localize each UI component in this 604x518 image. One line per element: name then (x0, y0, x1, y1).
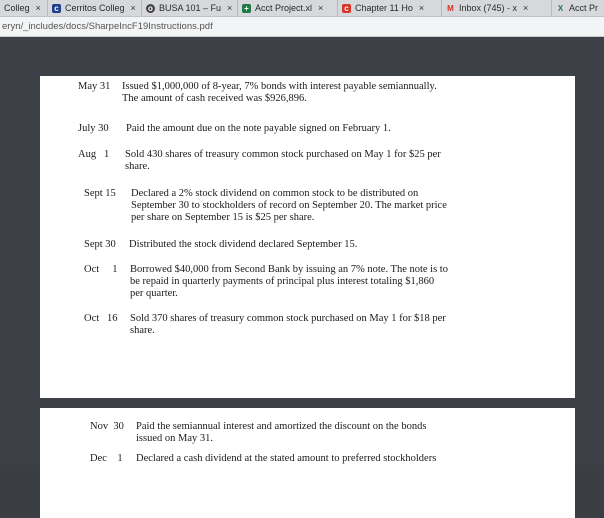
pdf-page-2 (40, 408, 575, 518)
entry-sept-30 (84, 239, 554, 251)
entry-date: Oct 1 (84, 264, 118, 275)
entry-date: Aug 1 (78, 149, 110, 160)
entry-line: Borrowed $40,000 from Second Bank by issuing an 7% note. The note is to (130, 264, 448, 275)
entry-line: Sold 370 shares of treasury common stock purchased on May 1 for $18 per (130, 313, 446, 324)
entry-line: issued on May 31. (136, 433, 213, 444)
tab-title: Acct Pr (569, 3, 599, 13)
entry-date: Oct 16 (84, 313, 118, 324)
close-tab-icon[interactable]: × (318, 3, 324, 13)
entry-may-31 (78, 81, 548, 105)
cerritos-logo-icon: c (52, 4, 61, 13)
address-bar[interactable] (0, 17, 604, 37)
tab-title: Chapter 11 Ho (355, 3, 413, 13)
close-tab-icon[interactable]: × (523, 3, 529, 13)
entry-line: Paid the semiannual interest and amortized the discount on the bonds (136, 421, 427, 432)
entry-date: Sept 30 (84, 239, 116, 250)
sheets-logo-icon: + (242, 4, 251, 13)
entry-line: The amount of cash received was $926,896. (122, 93, 307, 104)
entry-date: July 30 (78, 123, 109, 134)
tab-college[interactable] (0, 0, 48, 16)
entry-line: share. (130, 325, 155, 336)
tab-title: BUSA 101 – Fu (159, 3, 222, 13)
entry-line: Sold 430 shares of treasury common stock purchased on May 1 for $25 per (125, 149, 441, 160)
entry-nov-30 (90, 421, 560, 445)
url-text: eryn/_includes/docs/SharpeIncF19Instructions.pdf (2, 21, 213, 32)
entry-line: Distributed the stock dividend declared September 15. (129, 239, 358, 250)
entry-line: per quarter. (130, 288, 178, 299)
entry-text (122, 81, 548, 105)
entry-text (130, 264, 554, 300)
entry-line: Issued $1,000,000 of 8-year, 7% bonds with interest payable semiannually. (122, 81, 437, 92)
entry-text (126, 123, 548, 135)
entry-date: Sept 15 (84, 188, 116, 199)
entry-aug-1 (78, 149, 548, 173)
tab-title: Inbox (745) - x (459, 3, 518, 13)
entry-date: May 31 (78, 81, 111, 92)
entry-line: Declared a 2% stock dividend on common stock to be distributed on (131, 188, 419, 199)
gmail-logo-icon: M (447, 3, 454, 13)
tab-inbox[interactable] (442, 0, 552, 16)
tab-title: Acct Project.xl (255, 3, 313, 13)
entry-oct-1 (84, 264, 554, 300)
entry-text (136, 421, 560, 445)
tab-cerritos-college[interactable] (48, 0, 142, 16)
canvas-logo-icon: o (146, 4, 155, 13)
tab-chapter-11[interactable] (338, 0, 442, 16)
entry-line: per share on September 15 is $25 per share. (131, 212, 315, 223)
entry-text (130, 313, 554, 337)
entry-line: be repaid in quarterly payments of principal plus interest totaling $1,860 (130, 276, 435, 287)
entry-text (131, 188, 554, 224)
close-tab-icon[interactable]: × (227, 3, 233, 13)
entry-sept-15 (84, 188, 554, 224)
entry-july-30 (78, 123, 548, 135)
tab-busa-101[interactable] (142, 0, 238, 16)
entry-line: Paid the amount due on the note payable signed on February 1. (126, 123, 391, 134)
entry-oct-16 (84, 313, 554, 337)
chapter-logo-icon: c (342, 4, 351, 13)
tab-acct-pr[interactable] (552, 0, 604, 16)
entry-text (129, 239, 554, 251)
pdf-page-1 (40, 76, 575, 398)
entry-text (125, 149, 548, 173)
browser-tab-strip (0, 0, 604, 17)
entry-dec-1 (90, 453, 560, 465)
excel-logo-icon: X (557, 3, 564, 13)
close-tab-icon[interactable]: × (130, 3, 136, 13)
tab-acct-project[interactable] (238, 0, 338, 16)
tab-title: Colleg (4, 3, 30, 13)
entry-date: Nov 30 (90, 421, 124, 432)
entry-line: share. (125, 161, 150, 172)
entry-line: September 30 to stockholders of record on September 20. The market price (131, 200, 447, 211)
tab-title: Cerritos Colleg (65, 3, 125, 13)
entry-line: Declared a cash dividend at the stated amount to preferred stockholders (136, 453, 437, 464)
close-tab-icon[interactable]: × (35, 3, 41, 13)
close-tab-icon[interactable]: × (418, 3, 425, 13)
entry-text (136, 453, 560, 465)
pdf-viewer (0, 38, 604, 465)
entry-date: Dec 1 (90, 453, 123, 464)
